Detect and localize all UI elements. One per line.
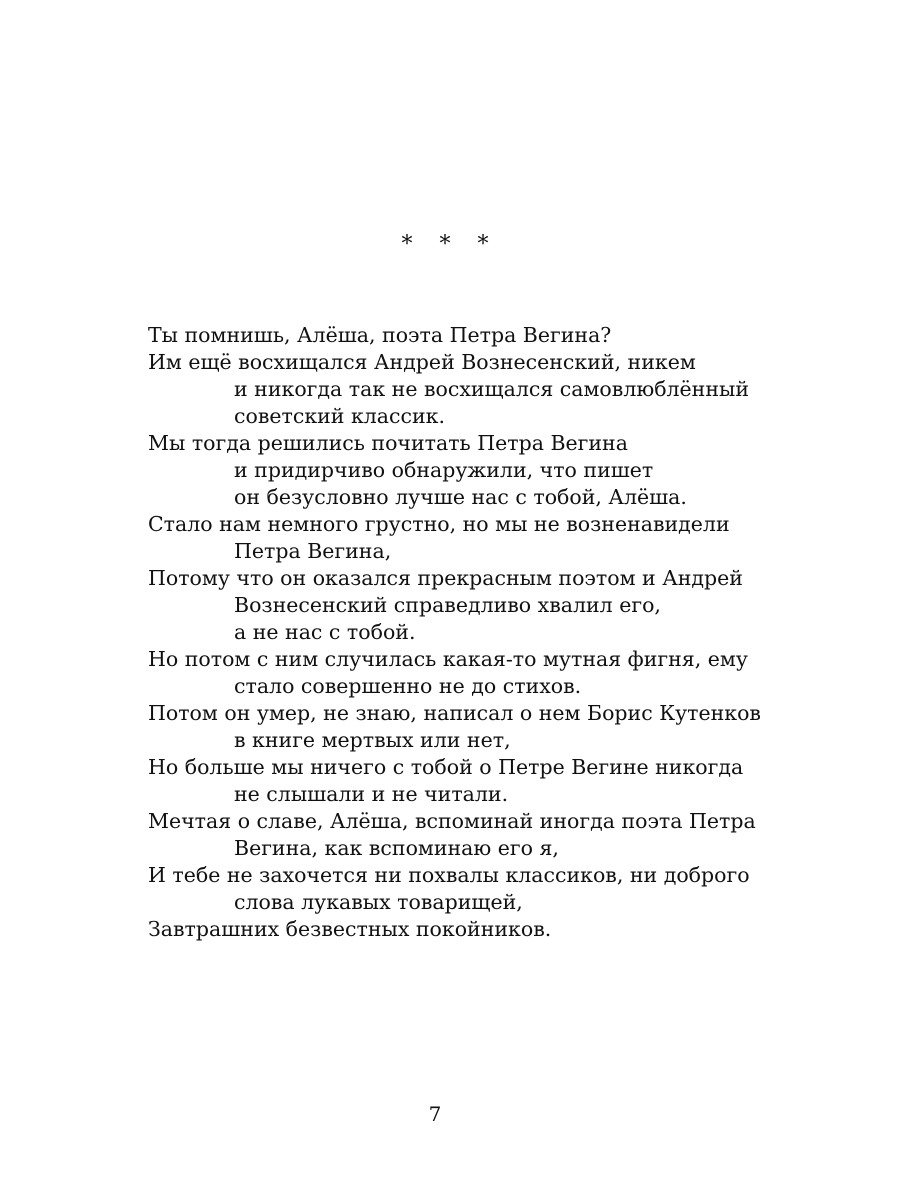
poem-line: Потом он умер, не знаю, написал о нем Борис Кутенков [148, 701, 761, 725]
poem-line: Петра Вегина, [234, 539, 392, 563]
poem-line: слова лукавых товарищей, [234, 890, 523, 914]
poem-line: Потому что он оказался прекрасным поэтом и Андрей [148, 566, 743, 590]
poem-line: Вегина, как вспоминаю его я, [234, 836, 559, 860]
page-number: 7 [428, 1102, 442, 1126]
poem-line: и никогда так не восхищался самовлюблённый [234, 377, 749, 401]
poem-line: и придирчиво обнаружили, что пишет [234, 458, 654, 482]
poem-line: Мечтая о славе, Алёша, вспоминай иногда поэта Петра [148, 809, 756, 833]
poem-line: Ты помнишь, Алёша, поэта Петра Вегина? [148, 323, 612, 347]
poem-line: И тебе не захочется ни похвалы классиков, ни доброго [148, 863, 750, 887]
poem-line: советский классик. [234, 404, 445, 428]
poem-line: Вознесенский справедливо хвалил его, [234, 593, 661, 617]
poem-line: Стало нам немного грустно, но мы не возненавидели [148, 512, 730, 536]
poem-line: стало совершенно не до стихов. [234, 674, 582, 698]
poem-line: Им ещё восхищался Андрей Вознесенский, никем [148, 350, 696, 374]
poem-line: в книге мертвых или нет, [234, 728, 511, 752]
section-separator: * * * [401, 232, 499, 257]
poem-line: Но потом с ним случилась какая-то мутная фигня, ему [148, 647, 748, 671]
poem-line: Мы тогда решились почитать Петра Вегина [148, 431, 628, 455]
poem-line: не слышали и не читали. [234, 782, 509, 806]
poem-line: а не нас с тобой. [234, 620, 416, 644]
poem-line: Но больше мы ничего с тобой о Петре Вегине никогда [148, 755, 744, 779]
poem-line: он безусловно лучше нас с тобой, Алёша. [234, 485, 687, 509]
poem-line: Завтрашних безвестных покойников. [148, 917, 552, 941]
poem-body [148, 322, 788, 943]
